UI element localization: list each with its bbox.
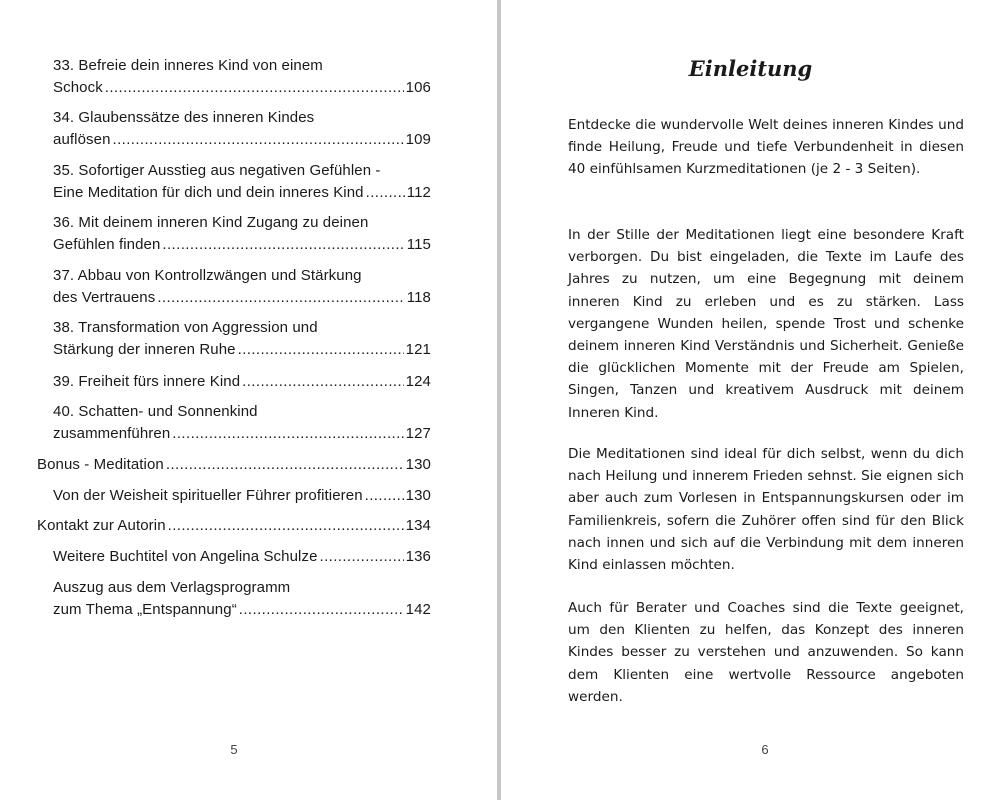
dot-leader <box>105 77 404 99</box>
paragraph: In der Stille der Meditationen liegt eine besondere Kraft verborgen. Du bist eingeladen, die Texte im Laufe des Jahres zu nutzen, um eine Begegnung mit deinem inneren Kind zu erleben und es zu stärken. Lass vergangene Wunden heilen, spende Trost und schenke deinem inneren Kind Verständnis und Sicherheit. Genieße die glücklichen Momente mit der Freude am Spielen, Singen, Tanzen und kreativem Ausdruck mit deinem Inneren Kind. <box>568 227 964 421</box>
toc-entry-title: 38. Transformation von Aggression und <box>53 319 318 336</box>
dot-leader <box>242 371 404 393</box>
dot-leader <box>157 287 404 309</box>
toc-entry-37[interactable] <box>53 265 431 309</box>
toc-entry-title-cont: zum Thema „Entspannung“ <box>53 601 237 618</box>
toc-entry-title: 37. Abbau von Kontrollzwängen und Stärkung <box>53 267 362 284</box>
toc-entry-33[interactable] <box>53 55 431 99</box>
dot-leader <box>366 182 405 204</box>
toc-entry-title: 39. Freiheit fürs innere Kind <box>53 373 241 390</box>
toc-page-number: 106 <box>405 79 431 96</box>
toc-entry-kontakt[interactable] <box>37 515 431 537</box>
toc-entry-38[interactable] <box>53 317 431 361</box>
dot-leader <box>365 485 404 507</box>
toc-page-number: 130 <box>405 456 431 473</box>
chapter-heading: Einleitung <box>688 56 813 81</box>
paragraph: Die Meditationen sind ideal für dich selbst, wenn du dich nach Heilung und innerem Frieden sehnst. Sie eignen sich aber auch zum Vorlesen in Entspannungskursen oder im Familienkreis, sofern die Zuhörer offen sind für den Blick nach innen und sich auf die Verbindung mit dem inneren Kind einlassen möchten. <box>568 446 964 574</box>
toc-entry-title-cont: zusammenführen <box>53 425 171 442</box>
toc-page-number: 109 <box>405 131 431 148</box>
toc-entry-title: Auszug aus dem Verlagsprogramm <box>53 579 291 596</box>
toc-page-number: 118 <box>406 289 431 306</box>
toc-entry-title: Bonus - Meditation <box>37 456 164 473</box>
toc-entry-title: Von der Weisheit spiritueller Führer profitieren <box>53 487 363 504</box>
toc-entry-title: 33. Befreie dein inneres Kind von einem <box>53 57 323 74</box>
dot-leader <box>172 423 403 445</box>
toc-entry-title: Kontakt zur Autorin <box>37 517 166 534</box>
toc-entry-title: 35. Sofortiger Ausstieg aus negativen Gefühlen - <box>53 162 381 179</box>
toc-entry-40[interactable] <box>53 401 431 445</box>
dot-leader <box>162 234 404 256</box>
toc-entry-title-cont: Stärkung der inneren Ruhe <box>53 341 236 358</box>
toc-entry-verlagsprogramm[interactable] <box>53 577 431 621</box>
toc-page-number: 134 <box>405 517 431 534</box>
right-page <box>501 0 1000 800</box>
toc-entry-title-cont: Eine Meditation für dich und dein inneres Kind <box>53 184 364 201</box>
dot-leader <box>113 129 404 151</box>
toc-entry-title-cont: Gefühlen finden <box>53 236 161 253</box>
toc-page-number: 112 <box>406 184 431 201</box>
dot-leader <box>239 599 404 621</box>
toc-entry-buchtitel[interactable] <box>53 546 431 568</box>
toc-entry-35[interactable] <box>53 160 431 204</box>
page-number-left: 5 <box>230 742 238 757</box>
toc-entry-34[interactable] <box>53 107 431 151</box>
toc-entry-title-cont: des Vertrauens <box>53 289 156 306</box>
toc-entry-title: 36. Mit deinem inneren Kind Zugang zu deinen <box>53 214 369 231</box>
toc-entry-title: 40. Schatten- und Sonnenkind <box>53 403 258 420</box>
toc-entry-title: 34. Glaubenssätze des inneren Kindes <box>53 109 315 126</box>
toc-entry-bonus[interactable] <box>37 454 431 476</box>
toc-page-number: 142 <box>405 601 431 618</box>
toc-entry-39[interactable] <box>53 371 431 393</box>
dot-leader <box>320 546 404 568</box>
toc-entry-36[interactable] <box>53 212 431 256</box>
toc-page-number: 115 <box>406 236 431 253</box>
paragraph: Entdecke die wundervolle Welt deines inneren Kindes und finde Heilung, Freude und tiefe Verbundenheit in diesen 40 einfühlsamen Kurzmeditationen (je 2 - 3 Seiten). <box>568 117 964 178</box>
dot-leader <box>238 339 404 361</box>
toc-page-number: 130 <box>405 487 431 504</box>
toc-entry-title: Weitere Buchtitel von Angelina Schulze <box>53 548 318 565</box>
page-number-right: 6 <box>761 742 769 757</box>
toc-entry-weisheit[interactable] <box>53 485 431 507</box>
toc-page-number: 127 <box>405 425 431 442</box>
dot-leader <box>166 454 404 476</box>
toc-entry-title-cont: Schock <box>53 79 103 96</box>
toc-page-number: 121 <box>405 341 431 358</box>
toc-page-number: 124 <box>405 373 431 390</box>
toc-page-number: 136 <box>405 548 431 565</box>
paragraph: Auch für Berater und Coaches sind die Texte geeignet, um den Klienten zu helfen, das Konzept des inneren Kindes besser zu verstehen und anzuwenden. So kann dem Klienten eine wertvolle Ressource angeboten werden. <box>568 600 964 705</box>
dot-leader <box>168 515 404 537</box>
left-page <box>0 0 497 800</box>
toc-entry-title-cont: auflösen <box>53 131 111 148</box>
